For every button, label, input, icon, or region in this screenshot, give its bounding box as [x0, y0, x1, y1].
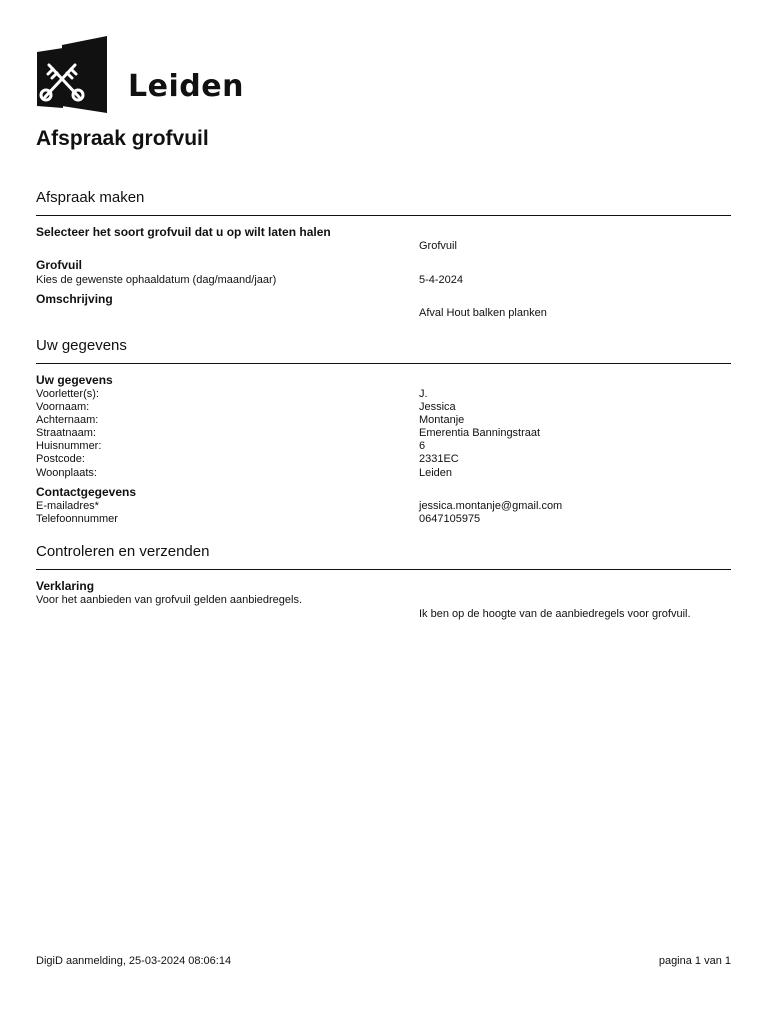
field-value: Jessica — [419, 401, 456, 413]
section-heading-gegevens: Uw gegevens — [36, 336, 731, 364]
phone-value: 0647105975 — [419, 513, 481, 525]
verklaring-value: Ik ben op de hoogte van de aanbiedregels voor grofvuil. — [419, 608, 691, 620]
email-label: E-mailadres* — [36, 500, 99, 512]
omschrijving-label: Omschrijving — [36, 292, 113, 306]
grofvuil-label: Grofvuil — [36, 258, 83, 272]
contact-group-label: Contactgegevens — [36, 485, 137, 499]
section-heading-controleren: Controleren en verzenden — [36, 542, 731, 570]
omschrijving-value: Afval Hout balken planken — [419, 307, 547, 319]
gegevens-group-label: Uw gegevens — [36, 373, 113, 387]
field-label: Postcode: — [36, 453, 85, 465]
footer-timestamp: DigiD aanmelding, 25-03-2024 08:06:14 — [36, 955, 232, 967]
date-value: 5-4-2024 — [419, 274, 464, 286]
field-value: Leiden — [419, 467, 453, 479]
select-value: Grofvuil — [419, 240, 457, 252]
field-value: 2331EC — [419, 453, 459, 465]
field-label: Voorletter(s): — [36, 388, 99, 400]
footer-page-number: pagina 1 van 1 — [658, 955, 731, 967]
page-title: Afspraak grofvuil — [36, 127, 209, 150]
select-label: Selecteer het soort grofvuil dat u op wilt laten halen — [36, 225, 331, 239]
field-value: J. — [419, 388, 428, 400]
verklaring-label: Verklaring — [36, 579, 95, 593]
phone-label: Telefoonnummer — [36, 513, 118, 525]
field-label: Huisnummer: — [36, 440, 102, 452]
leiden-logo — [35, 35, 245, 113]
field-label: Woonplaats: — [36, 467, 97, 479]
section-heading-afspraak: Afspraak maken — [36, 188, 731, 216]
field-label: Voornaam: — [36, 401, 90, 413]
logo-wordmark: Leiden — [128, 69, 244, 104]
field-label: Achternaam: — [36, 414, 99, 426]
field-label: Straatnaam: — [36, 427, 96, 439]
date-label: Kies de gewenste ophaaldatum (dag/maand/jaar) — [36, 274, 277, 286]
email-value: jessica.montanje@gmail.com — [419, 500, 563, 512]
field-value: Montanje — [419, 414, 465, 426]
verklaring-text: Voor het aanbieden van grofvuil gelden aanbiedregels. — [36, 594, 303, 606]
field-value: 6 — [419, 440, 426, 452]
field-value: Emerentia Banningstraat — [419, 427, 541, 439]
leiden-keys-icon — [35, 35, 115, 113]
